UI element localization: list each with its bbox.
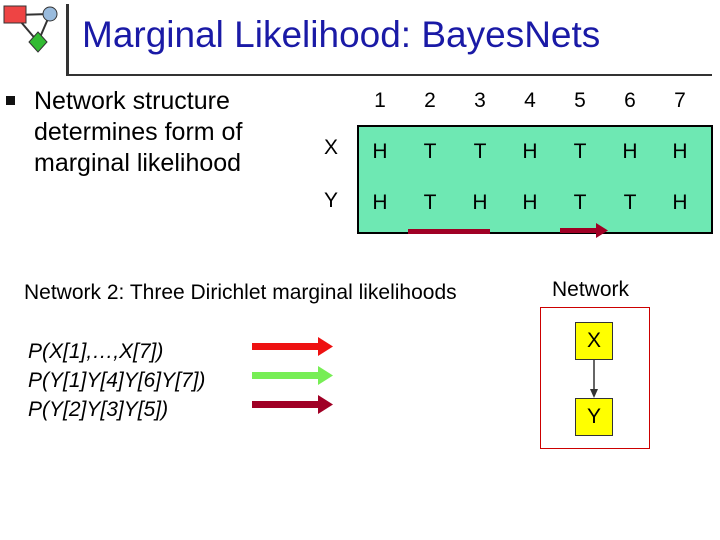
slide-title: Marginal Likelihood: BayesNets (82, 14, 601, 55)
table-cell: T (473, 140, 487, 163)
column-header: 4 (524, 89, 536, 112)
column-header: 5 (574, 89, 586, 112)
likelihood-y-group2: P(Y[2]Y[3]Y[5]) (28, 398, 169, 421)
table-cell: H (522, 140, 538, 163)
node-x: X (575, 322, 613, 360)
table-cell: H (372, 140, 388, 163)
column-header: 2 (424, 89, 436, 112)
table-cell: H (672, 191, 688, 214)
table-cell: H (522, 191, 538, 214)
table-cell: T (573, 191, 587, 214)
table-cell: T (623, 191, 637, 214)
table-cell: H (472, 191, 488, 214)
column-header: 1 (374, 89, 386, 112)
bullet-text: Network structure determines form of marginal likelihood (34, 87, 243, 177)
network-label: Network (552, 278, 630, 301)
column-header: 3 (474, 89, 486, 112)
likelihood-x: P(X[1],…,X[7]) (28, 340, 164, 363)
node-y: Y (575, 398, 613, 436)
table-cell: T (423, 140, 437, 163)
row-label-y: Y (324, 189, 339, 212)
table-cell: H (622, 140, 638, 163)
column-header: 6 (624, 89, 636, 112)
table-cell: T (573, 140, 587, 163)
column-header: 7 (674, 89, 686, 112)
row-label-x: X (324, 136, 339, 159)
table-cell: H (372, 191, 388, 214)
table-cell: H (672, 140, 688, 163)
likelihood-y-group1: P(Y[1]Y[4]Y[6]Y[7]) (28, 369, 206, 392)
table-cell: T (423, 191, 437, 214)
subheading: Network 2: Three Dirichlet marginal likelihoods (24, 281, 457, 304)
edge-arrowhead (590, 389, 598, 398)
